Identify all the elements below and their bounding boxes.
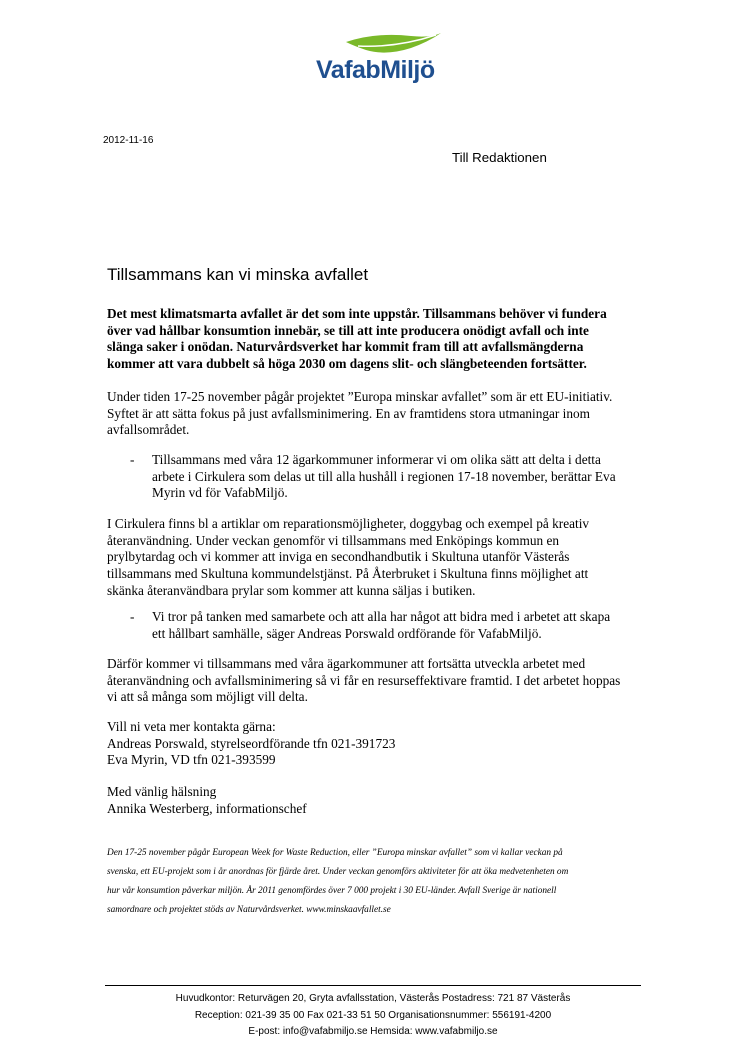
background-note xyxy=(107,844,568,920)
text-line: Annika Westerberg, informationschef xyxy=(107,800,307,816)
footer-line: E-post: info@vafabmiljo.se Hemsida: www.vafabmiljo.se xyxy=(248,1026,498,1037)
text-line: Med vänlig hälsning xyxy=(107,784,217,799)
text-line: ett hållbart samhälle, säger Andreas Porswald ordförande för VafabMiljö. xyxy=(152,625,542,641)
text-line: Den 17-25 november pågår European Week for Waste Reduction, eller ”Europa minskar avfallet” som vi kallar veckan på xyxy=(107,848,563,858)
text-line: I Cirkulera finns bl a artiklar om reparationsmöjligheter, doggybag och exempel på kreativ xyxy=(107,516,590,531)
text-line: hur vår konsumtion påverkar miljön. År 2011 genomfördes över 7 000 projekt i 30 EU-länder. Avfall Sverige är nationell xyxy=(107,886,557,896)
text-line: Eva Myrin, VD tfn 021-393599 xyxy=(107,752,276,768)
logo-text: VafabMiljö xyxy=(316,56,435,84)
quote-2 xyxy=(152,609,610,642)
text-line: svenska, ett EU-projekt som i år anordnas för fjärde året. Under veckan genomförs aktiviteter för att öka medvetenheten om xyxy=(107,867,569,877)
text-line: samordnare och projektet stöds av Naturvårdsverket. www.minskaavfallet.se xyxy=(107,905,391,915)
text-line: slänga saker i onödan. Naturvårdsverket har kommit fram till att avfallsmängderna xyxy=(107,339,584,355)
text-line: Andreas Porswald, styrelseordförande tfn 021-391723 xyxy=(107,735,396,751)
date: 2012-11-16 xyxy=(103,135,154,146)
footer xyxy=(0,991,746,1041)
company-logo xyxy=(316,30,446,100)
bullet-dash: - xyxy=(130,609,135,624)
text-line: avfallsområdet. xyxy=(107,422,190,438)
footer-line: Reception: 021-39 35 00 Fax 021-33 51 50 Organisationsnummer: 556191-4200 xyxy=(194,1009,552,1021)
text-line: skänka återanvändbara prylar som kommer att kunna säljas i butiken. xyxy=(107,582,476,598)
text-line: tillsammans med Skultuna kommundelstjänst. På Återbruket i Skultuna finns möjlighet att xyxy=(107,566,589,582)
text-line: återanvändning och avfallsminimering så vi får en resurseffektivare framtid. I det arbetet hoppas xyxy=(107,672,621,688)
recipient: Till Redaktionen xyxy=(452,150,547,165)
footer-divider xyxy=(105,985,641,986)
footer-line: Huvudkontor: Returvägen 20, Gryta avfallsstation, Västerås Postadress: 721 87 Västerås xyxy=(175,993,571,1004)
text-line: prylbytardag och vi kommer att inviga en secondhandbutik i Skultuna utanför Västerås xyxy=(107,549,570,565)
quote-1 xyxy=(152,452,616,502)
page-title: Tillsammans kan vi minska avfallet xyxy=(107,265,369,284)
text-line: Därför kommer vi tillsammans med våra ägarkommuner att fortsätta utveckla arbetet med xyxy=(107,656,586,671)
text-line: Det mest klimatsmarta avfallet är det som inte uppstår. Tillsammans behöver vi fundera xyxy=(107,306,607,321)
paragraph-2 xyxy=(107,516,589,600)
text-line: kommer att vara dubbelt så höga 2030 om dagens slit- och slängbeteenden fortsätter. xyxy=(107,356,587,372)
text-line: vi att så många som möjligt vill delta. xyxy=(107,689,308,705)
lead-paragraph xyxy=(107,306,607,373)
text-line: över vad hållbar konsumtion innebär, se till att inte producera onödigt avfall och inte xyxy=(107,322,589,338)
bullet-dash: - xyxy=(130,452,135,467)
closing xyxy=(107,784,307,817)
text-line: Vill ni veta mer kontakta gärna: xyxy=(107,719,276,734)
text-line: Vi tror på tanken med samarbete och att alla har något att bidra med i arbetet att skapa xyxy=(152,609,611,624)
contact-info xyxy=(107,719,395,769)
paragraph-3 xyxy=(107,656,620,706)
text-line: arbete i Cirkulera som delas ut till alla hushåll i regionen 17-18 november, berättar Eva xyxy=(152,468,616,484)
text-line: Tillsammans med våra 12 ägarkommuner informerar vi om olika sätt att delta i detta xyxy=(152,452,601,467)
text-line: Myrin vd för VafabMiljö. xyxy=(152,485,288,501)
text-line: Under tiden 17-25 november pågår projektet ”Europa minskar avfallet” som är ett EU-initiativ. xyxy=(107,389,613,404)
paragraph-1 xyxy=(107,389,612,439)
text-line: återanvändning. Under veckan genomför vi tillsammans med Enköpings kommun en xyxy=(107,532,559,548)
text-line: Syftet är att sätta fokus på just avfallsminimering. En av framtidens stora utmaningar inom xyxy=(107,405,591,421)
